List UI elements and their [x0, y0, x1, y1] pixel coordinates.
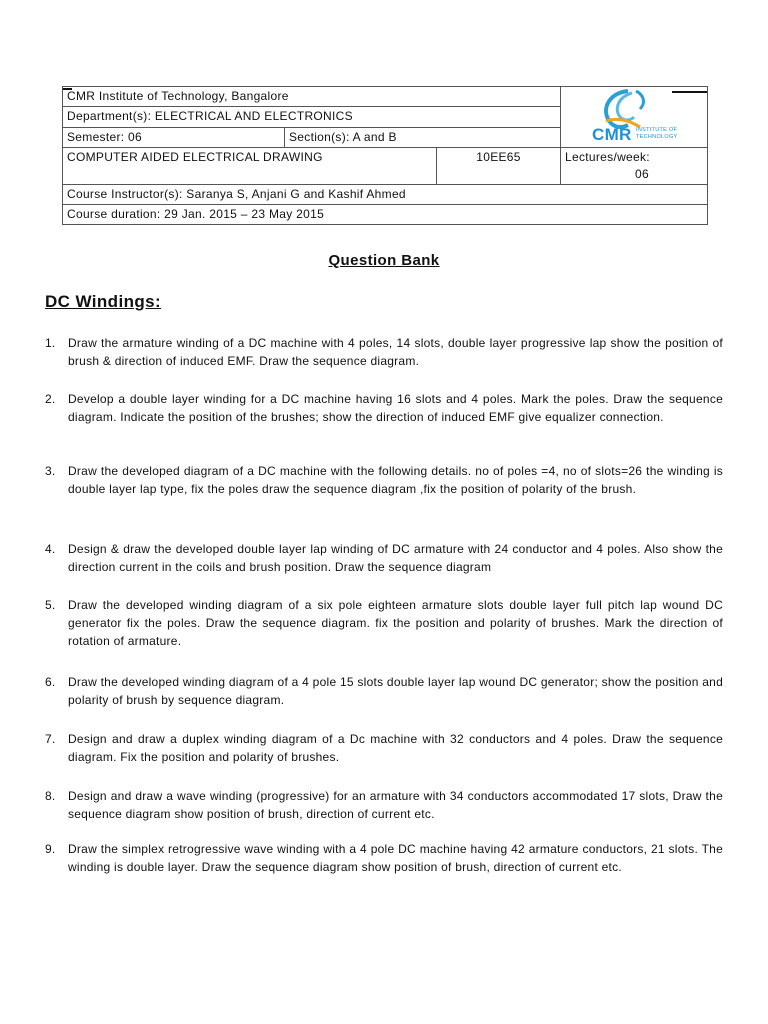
question-item [45, 787, 723, 823]
question-item [45, 540, 723, 576]
question-text: Draw the simplex retrogressive wave winding with a 4 pole DC machine having 42 armature conductors, 21 slots. The winding is double layer. Draw the sequence diagram show position of brush, direction of current etc. [68, 842, 723, 874]
question-item [45, 462, 723, 498]
question-number: 9. [45, 842, 56, 856]
question-text: Draw the armature winding of a DC machine with 4 poles, 14 slots, double layer progressive lap show the position of brush & direction of induced EMF. Draw the sequence diagram. [68, 336, 723, 368]
course-instructors: Course Instructor(s): Saranya S, Anjani G and Kashif Ahmed [63, 185, 708, 205]
department: Department(s): ELECTRICAL AND ELECTRONICS [63, 107, 561, 127]
question-text: Design and draw a duplex winding diagram of a Dc machine with 32 conductors and 4 poles. Draw the sequence diagram. Fix the position and polarity of brushes. [68, 732, 723, 764]
question-number: 7. [45, 732, 56, 746]
svg-text:TECHNOLOGY: TECHNOLOGY [636, 134, 678, 140]
cmr-logo [561, 87, 708, 148]
question-text: Design and draw a wave winding (progressive) for an armature with 34 conductors accommodated 17 slots, Draw the sequence diagram show position of brush, direction of current etc. [68, 789, 723, 821]
lectures-value: 06 [635, 167, 649, 181]
question-text: Draw the developed winding diagram of a 4 pole 15 slots double layer lap wound DC generator; show the position and polarity of brush by sequence diagram. [68, 675, 723, 707]
page-title: Question Bank [328, 252, 440, 269]
course-name: COMPUTER AIDED ELECTRICAL DRAWING [63, 148, 437, 185]
lectures-per-week [561, 148, 708, 185]
svg-text:INSTITUTE OF: INSTITUTE OF [636, 127, 678, 133]
question-number: 1. [45, 336, 56, 350]
question-number: 6. [45, 675, 56, 689]
question-item [45, 730, 723, 766]
question-item [45, 596, 723, 650]
question-text: Draw the developed winding diagram of a six pole eighteen armature slots double layer full pitch lap wound DC generator fix the poles. Draw the sequence diagram. fix the position and polarity of brushes. Mark the direction of rotation of armature. [68, 598, 723, 648]
question-number: 8. [45, 789, 56, 803]
lectures-label: Lectures/week: [565, 150, 650, 164]
section-heading: DC Windings: [45, 292, 162, 311]
svg-text:CMR: CMR [592, 125, 632, 143]
course-code: 10EE65 [437, 148, 561, 185]
question-text: Design & draw the developed double layer lap winding of DC armature with 24 conductor and 4 poles. Also show the direction current in the coils and brush position. Draw the sequence diagram [68, 542, 723, 574]
sections: Section(s): A and B [285, 127, 561, 147]
question-number: 2. [45, 392, 56, 406]
question-item [45, 840, 723, 876]
course-duration: Course duration: 29 Jan. 2015 – 23 May 2015 [63, 205, 708, 225]
semester: Semester: 06 [63, 127, 285, 147]
question-text: Develop a double layer winding for a DC machine having 16 slots and 4 poles. Mark the poles. Draw the sequence diagram. Indicate the position of the brushes; show the direction of induced EMF give equalizer connection. [68, 392, 723, 424]
course-header-table [62, 86, 708, 225]
cmr-swan-logo-icon [588, 87, 680, 143]
institute-name: CMR Institute of Technology, Bangalore [63, 87, 561, 107]
question-number: 3. [45, 464, 56, 478]
question-number: 5. [45, 598, 56, 612]
question-item [45, 334, 723, 370]
question-text: Draw the developed diagram of a DC machine with the following details. no of poles =4, no of slots=26 the winding is double layer lap type, fix the poles draw the sequence diagram ,fix the position of polarity of the brush. [68, 464, 723, 496]
question-item [45, 390, 723, 426]
question-number: 4. [45, 542, 56, 556]
question-item [45, 673, 723, 709]
